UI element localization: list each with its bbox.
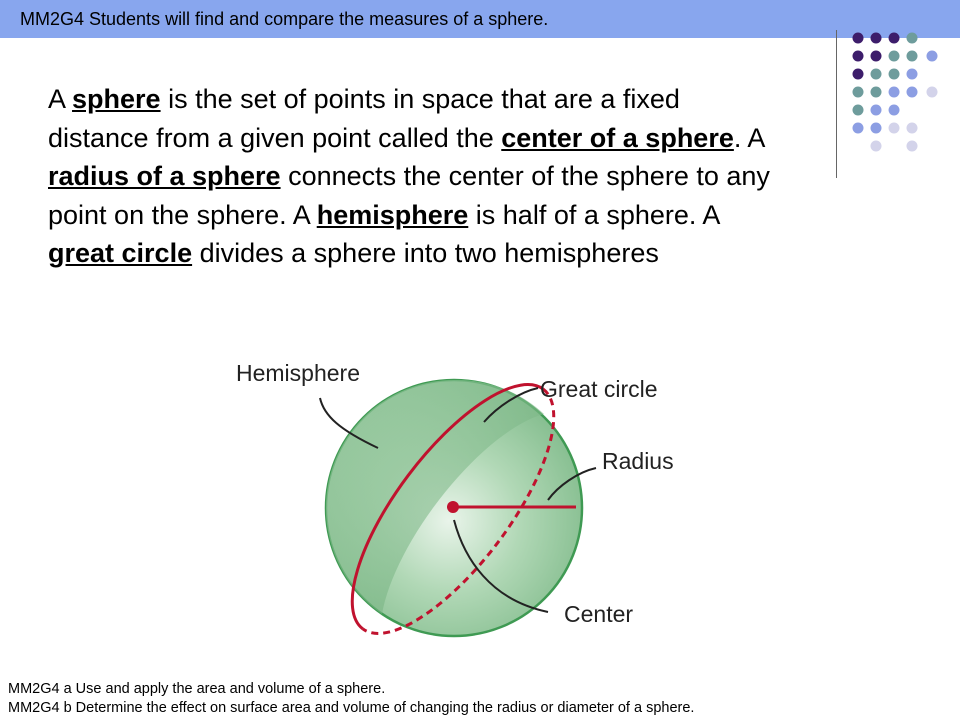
title-bar xyxy=(0,0,960,38)
text-segment: is half of a sphere. A xyxy=(468,199,719,230)
standard-b: MM2G4 b Determine the effect on surface area and volume of changing the radius or diameter of a sphere. xyxy=(8,700,695,716)
label-great-circle: Great circle xyxy=(540,376,658,402)
text-segment: is the set of points in space that are a fixed distance from a given point called the xyxy=(48,84,680,153)
text-segment: divides a sphere into two hemispheres xyxy=(192,238,659,268)
label-center: Center xyxy=(564,601,634,627)
center-point xyxy=(447,501,459,513)
sphere-figure xyxy=(228,358,694,640)
text-segment: . A xyxy=(733,122,764,153)
term-center-of-sphere: center of a sphere xyxy=(501,122,734,153)
term-radius-of-sphere: radius of a sphere xyxy=(48,161,281,191)
label-radius: Radius xyxy=(602,448,674,474)
label-hemisphere: Hemisphere xyxy=(236,360,360,386)
slide-title: MM2G4 Students will find and compare the measures of a sphere. xyxy=(20,9,549,29)
definition-paragraph xyxy=(48,80,778,273)
term-hemisphere: hemisphere xyxy=(316,199,469,230)
standard-a: MM2G4 a Use and apply the area and volume of a sphere. xyxy=(8,681,386,697)
term-great-circle: great circle xyxy=(48,238,193,268)
term-sphere: sphere xyxy=(72,84,161,114)
decorative-dot-grid xyxy=(836,22,960,154)
text-segment: A xyxy=(48,84,73,114)
text-segment: connects the center of the sphere to any point on the sphere. A xyxy=(48,161,770,230)
standards-footer xyxy=(8,680,694,718)
